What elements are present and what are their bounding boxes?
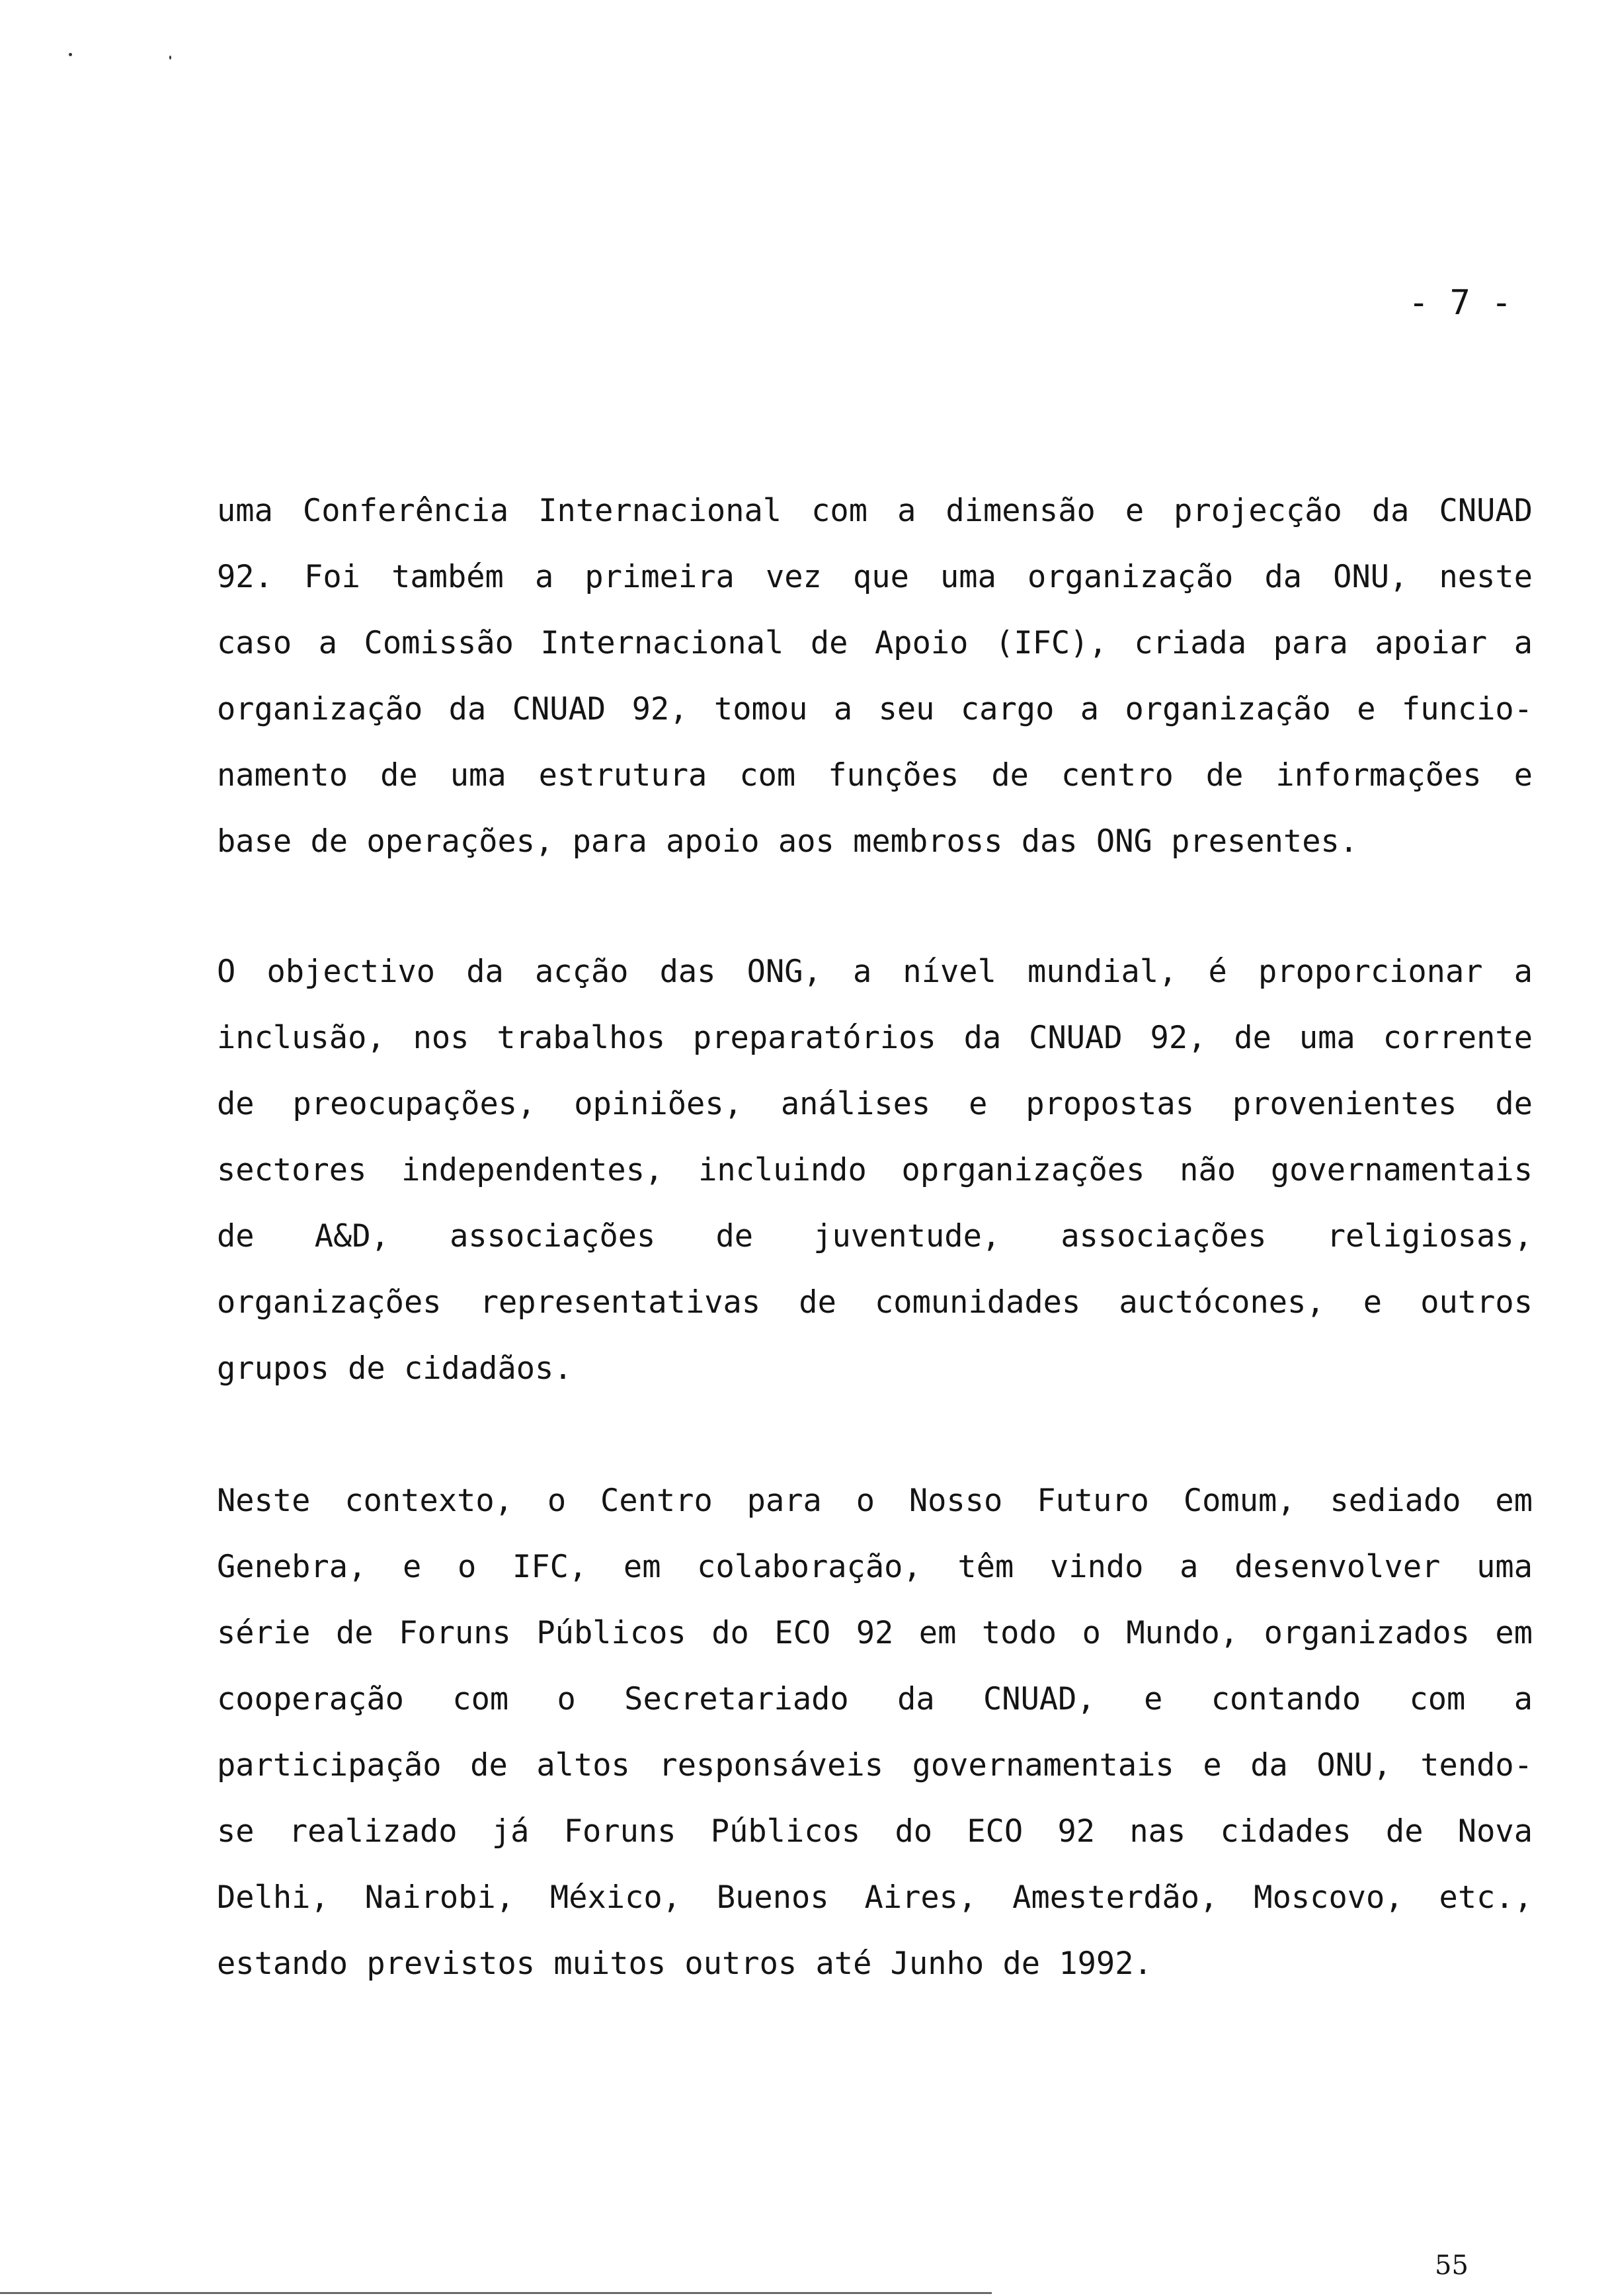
text-line: organizações representativas de comunidades auctócones, e outros — [217, 1284, 1533, 1321]
text-line: grupos de cidadãos. — [217, 1350, 573, 1387]
text-line: organização da CNUAD 92, tomou a seu cargo a organização e funcio- — [217, 691, 1533, 727]
text-line: Neste contexto, o Centro para o Nosso Futuro Comum, sediado em — [217, 1483, 1533, 1519]
text-line: O objectivo da acção das ONG, a nível mundial, é proporcionar a — [217, 954, 1533, 990]
text-line: estando previstos muitos outros até Junho de 1992. — [217, 1946, 1152, 1982]
text-line: Delhi, Nairobi, México, Buenos Aires, Amesterdão, Moscovo, etc., — [217, 1879, 1533, 1916]
text-line: de preocupações, opiniões, análises e propostas provenientes de — [217, 1086, 1533, 1122]
text-line: de A&D, associações de juventude, associações religiosas, — [217, 1218, 1533, 1254]
text-line: sectores independentes, incluindo oprganizações não governamentais — [217, 1152, 1533, 1188]
paragraph-1 — [217, 478, 1533, 875]
text-line: cooperação com o Secretariado da CNUAD, e contando com a — [217, 1681, 1533, 1717]
text-line: inclusão, nos trabalhos preparatórios da CNUAD 92, de uma corrente — [217, 1020, 1533, 1056]
text-line: caso a Comissão Internacional de Apoio (IFC), criada para apoiar a — [217, 625, 1533, 661]
text-line: participação de altos responsáveis governamentais e da ONU, tendo- — [217, 1747, 1533, 1784]
scan-speck — [169, 56, 171, 60]
paragraph-3 — [217, 1468, 1533, 1997]
text-line: uma Conferência Internacional com a dimensão e projecção da CNUAD — [217, 493, 1533, 529]
page-number-header: - 7 - — [1408, 283, 1512, 323]
text-line: 92. Foi também a primeira vez que uma organização da ONU, neste — [217, 559, 1533, 595]
text-line: se realizado já Foruns Públicos do ECO 92 nas cidades de Nova — [217, 1813, 1533, 1850]
paragraph-2 — [217, 939, 1533, 1402]
text-line: Genebra, e o IFC, em colaboração, têm vindo a desenvolver uma — [217, 1549, 1533, 1585]
text-line: base de operações, para apoio aos membross das ONG presentes. — [217, 823, 1359, 860]
text-line: namento de uma estrutura com funções de centro de informações e — [217, 757, 1533, 794]
bottom-rule — [0, 2292, 992, 2294]
text-line: série de Foruns Públicos do ECO 92 em todo o Mundo, organizados em — [217, 1615, 1533, 1651]
scan-speck — [69, 53, 72, 56]
page-number-footer: 55 — [1435, 2250, 1468, 2281]
